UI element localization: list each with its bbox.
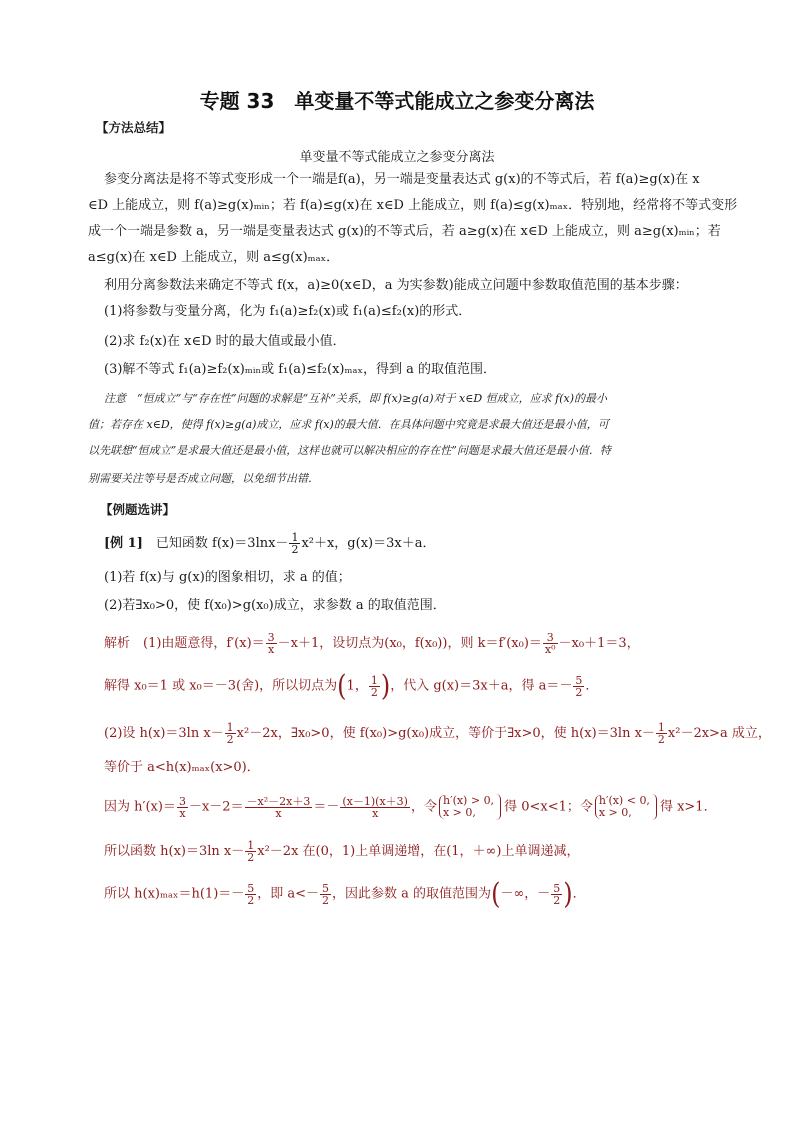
note-line: 注意 “恒成立”与“存在性”问题的求解是“互补”关系，即 f(x)≥g(a)对于 x∈D 恒成立，应求 f(x)的最小: [104, 392, 608, 405]
solution-line-6: 所以函数 h(x)＝3ln x－ $\frac{1}{2}$ x²－2x 在(0，1)上单调递增，在(1，＋∞)上单调递减，: [104, 839, 580, 864]
fraction: $\frac{3}{x}$: [267, 631, 275, 656]
solution-line-7: 所以 h(x)ₘₐₓ＝h(1)＝－ $\frac{5}{2}$ ，即 a<－ $\frac{5}{2}$ ，因此参数 a 的取值范围为(－∞，－ $\frac{5}{2}$ )．: [104, 877, 586, 911]
method-line: (1)将参数与变量分离，化为 f₁(a)≥f₂(x)或 f₁(a)≤f₂(x)的形式．: [104, 304, 472, 319]
fraction: $\frac{1}{2}$: [247, 839, 255, 864]
note-line: 值；若存在 x∈D，使得 f(x)≥g(a)成立，应求 f(x)的最大值．在具体问题中究竟是求最大值还是最小值，可: [88, 418, 609, 431]
example-statement: [例 1] 已知函数 f(x)＝3lnx－ $\frac{1}{2}$ x²＋x，g(x)＝3x＋a．: [104, 531, 436, 556]
fraction: $\frac{\text{－x²－2x＋3}}{x}$: [246, 794, 311, 820]
solution-line-5: 因为 h′(x)＝ $\frac{3}{x}$ －x－2＝ $\frac{\text{－x²－2x＋3}}{x}$ ＝－ $\frac{(x-1)(x+3)}{x}$ ，令 h′(x) > 0, x > 0, 得 0<x<1；令 h′(x) < 0, x > 0, 得 x>1．: [104, 794, 717, 820]
method-line: (2)求 f₂(x)在 x∈D 时的最大值或最小值．: [104, 334, 346, 349]
solution-line-2: 解得 x₀＝1 或 x₀＝－3(舍)，所以切点为(1， $\frac{1}{2}$ )，代入 g(x)＝3x＋a，得 a＝－ $\frac{5}{2}$ ．: [104, 669, 599, 703]
note-line: 以先联想“恒成立”是求最大值还是最小值，这样也就可以解决相应的存在性”问题是求最大值还是最小值．特: [88, 444, 611, 457]
method-subtitle: 单变量不等式能成立之参变分离法: [299, 150, 495, 165]
example-question-1: (1)若 f(x)与 g(x)的图象相切，求 a 的值；: [104, 570, 351, 585]
fraction: $\frac{5}{2}$: [322, 881, 330, 907]
method-heading: 【方法总结】: [96, 120, 172, 135]
method-line: 利用分离参数法来确定不等式 f(x，a)≥0(x∈D，a 为实参数)能成立问题中参数取值范围的基本步骤：: [104, 278, 688, 293]
note-line: 别需要关注等号是否成立问题，以免细节出错．: [88, 472, 319, 485]
fraction: $\frac{1}{2}$: [657, 721, 665, 746]
solution-line-1: 解析 (1)由题意得，f′(x)＝ $\frac{3}{x}$ －x＋1，设切点为(x₀，f(x₀))，则 k＝f′(x₀)＝ $\frac{3}{\text{x⁰}}$ －x₀＋1＝3，: [104, 631, 640, 656]
example-label: [例 1]: [104, 536, 143, 551]
fraction: $\frac{1}{2}$: [291, 531, 299, 556]
fraction: $\frac{3}{x}$: [178, 794, 186, 820]
method-line: 成一个一端是参数 a，另一端是变量表达式 g(x)的不等式后，若 a≥g(x)在 x∈D 上能成立，则 a≥g(x)ₘᵢₙ；若: [88, 224, 721, 239]
fraction: $\frac{5}{2}$: [575, 673, 583, 699]
method-line: 参变分离法是将不等式变形成一个一端是f(a)，另一端是变量表达式 g(x)的不等式后，若 f(a)≥g(x)在 x: [104, 172, 700, 187]
inequality-system: h′(x) < 0, x > 0,: [595, 795, 650, 819]
example-question-2: (2)若∃x₀>0，使 f(x₀)>g(x₀)成立，求参数 a 的取值范围．: [104, 598, 446, 613]
page-title: 专题 33 单变量不等式能成立之参变分离法: [199, 89, 595, 113]
fraction: $\frac{5}{2}$: [553, 881, 561, 907]
solution-line-4: 等价于 a<h(x)ₘₐₓ(x>0)．: [104, 760, 260, 775]
fraction: $\frac{1}{2}$: [370, 673, 378, 699]
example-heading: 【例题选讲】: [100, 502, 176, 517]
fraction: $\frac{3}{\text{x⁰}}$: [544, 631, 556, 656]
method-line: ∈D 上能成立，则 f(a)≥g(x)ₘᵢₙ；若 f(a)≤g(x)在 x∈D 上能成立，则 f(a)≤g(x)ₘₐₓ．特别地，经常将不等式变形: [88, 198, 738, 213]
fraction: $\frac{(x-1)(x+3)}{x}$: [342, 794, 408, 820]
method-line: a≤g(x)在 x∈D 上能成立，则 a≤g(x)ₘₐₓ．: [88, 250, 340, 265]
fraction: $\frac{5}{2}$: [247, 881, 255, 907]
inequality-system: h′(x) > 0, x > 0,: [439, 795, 494, 819]
method-line: (3)解不等式 f₁(a)≥f₂(x)ₘᵢₙ或 f₁(a)≤f₂(x)ₘₐₓ，得到 a 的取值范围．: [104, 362, 497, 377]
fraction: $\frac{1}{2}$: [226, 721, 234, 746]
solution-line-3: (2)设 h(x)＝3ln x－ $\frac{1}{2}$ x²－2x，∃x₀>0，使 f(x₀)>g(x₀)成立，等价于∃x>0，使 h(x)＝3ln x－ $\frac{1}{2}$ x²－2x>a 成立，: [104, 721, 771, 746]
